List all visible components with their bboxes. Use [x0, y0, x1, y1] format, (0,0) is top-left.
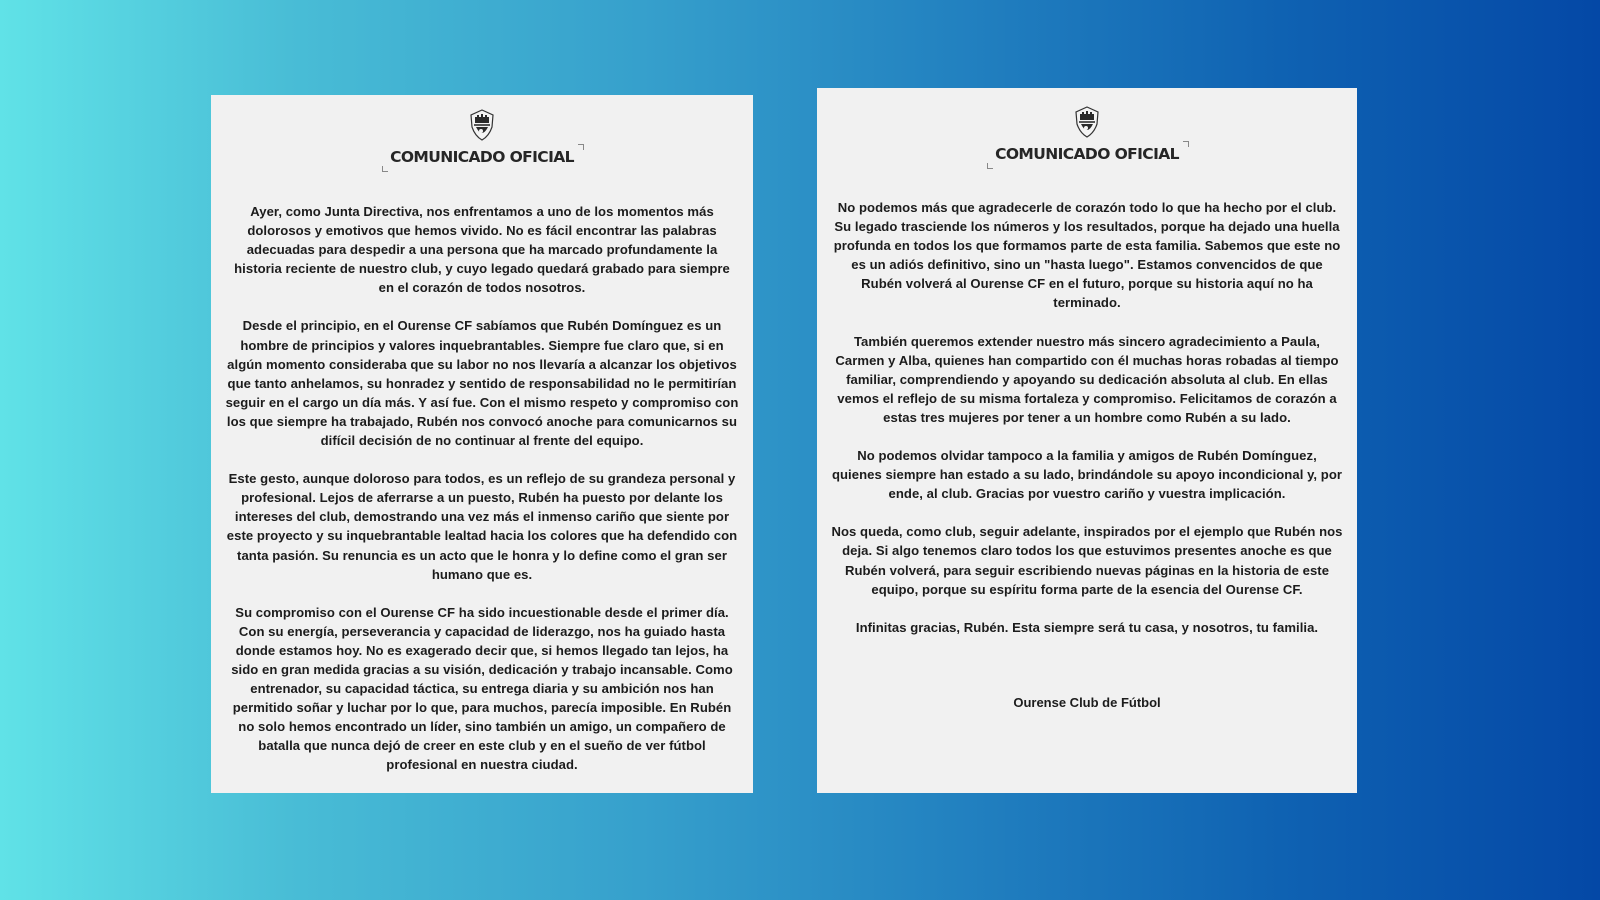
page-title: COMUNICADO OFICIAL — [989, 145, 1185, 163]
signature: Ourense Club de Fútbol — [1013, 695, 1161, 710]
paragraph: Su compromiso con el Ourense CF ha sido incuestionable desde el primer día. Con su energía, perseverancia y capacidad de liderazgo, nos ha guiado hasta donde estamos hoy. No es exagerado decir que, si hemos llegado tan lejos, ha sido en gran medida gracias a su visión, dedicación y trabajo incansable. Como entrenador, su capacidad táctica, su entrega diaria y su ambición nos han permitido soñar y luchar por lo que, para muchos, parecía imposible. En Rubén no solo hemos encontrado un líder, sino también un amigo, un compañero de batalla que nunca dejó de creer en este club y en el sueño de ver fútbol profesional en nuestra ciudad. — [231, 604, 733, 773]
paragraph: Ayer, como Junta Directiva, nos enfrentamos a uno de los momentos más dolorosos y emotivos que hemos vivido. No es fácil encontrar las palabras adecuadas para despedir a una persona que ha marcado profundamente la historia reciente de nuestro club, y cuyo legado quedará grabado para siempre en el corazón de todos nosotros. — [234, 204, 730, 296]
statement-page-2 — [817, 88, 1357, 793]
paragraph: Desde el principio, en el Ourense CF sabíamos que Rubén Domínguez es un hombre de principios y valores inquebrantables. Siempre fue claro que, si en algún momento consideraba que su labor no nos llevaría a alcanzar los objetivos que tanto anhelamos, su honradez y sentido de responsabilidad no le permitirían seguir en el cargo un día más. Y así fue. Con el mismo respeto y compromiso con los que siempre ha trabajado, Rubén nos convocó anoche para comunicarnos su difícil decisión de no continuar al frente del equipo. — [225, 318, 739, 449]
statement-body — [831, 198, 1343, 656]
paragraph: Infinitas gracias, Rubén. Esta siempre será tu casa, y nosotros, tu familia. — [855, 619, 1319, 635]
club-crest-icon — [1074, 106, 1100, 138]
statement-body — [225, 202, 739, 794]
club-crest-icon — [469, 109, 495, 141]
paragraph: No podemos más que agradecerle de corazón todo lo que ha hecho por el club. Su legado trasciende los números y los resultados, porque ha dejado una huella profunda en todos los que formamos parte de esta familia. Sabemos que este no es un adiós definitivo, sino un "hasta luego". Estamos convencidos de que Rubén volverá al Ourense CF en el futuro, porque su historia aquí no ha terminado. — [833, 200, 1341, 311]
paragraph: Este gesto, aunque doloroso para todos, es un reflejo de su grandeza personal y profesional. Lejos de aferrarse a un puesto, Rubén ha puesto por delante los intereses del club, demostrando una vez más el inmenso cariño que siente por este proyecto y su inquebrantable lealtad hacia los colores que ha defendido con tanta pasión. Su renuncia es un acto que le honra y lo define como el gran ser humano que es. — [226, 471, 738, 582]
page-title: COMUNICADO OFICIAL — [384, 148, 580, 166]
statement-page-1 — [211, 95, 753, 793]
paragraph: También queremos extender nuestro más sincero agradecimiento a Paula, Carmen y Alba, quienes han compartido con él muchas horas robadas al tiempo familiar, comprendiendo y apoyando su dedicación absoluta al club. En ellas vemos el reflejo de su misma fortaleza y compromiso. Felicitamos de corazón a estas tres mujeres por tener a un hombre como Rubén a su lado. — [835, 333, 1339, 425]
paragraph: Nos queda, como club, seguir adelante, inspirados por el ejemplo que Rubén nos deja. Si algo tenemos claro todos los que estuvimos presentes anoche es que Rubén volverá, para seguir escribiendo nuevas páginas en la historia de este equipo, porque su espíritu forma parte de la esencia del Ourense CF. — [831, 524, 1343, 597]
paragraph: No podemos olvidar tampoco a la familia y amigos de Rubén Domínguez, quienes siempre han estado a su lado, brindándole su apoyo incondicional y, por ende, al club. Gracias por vuestro cariño y vuestra implicación. — [831, 448, 1343, 502]
